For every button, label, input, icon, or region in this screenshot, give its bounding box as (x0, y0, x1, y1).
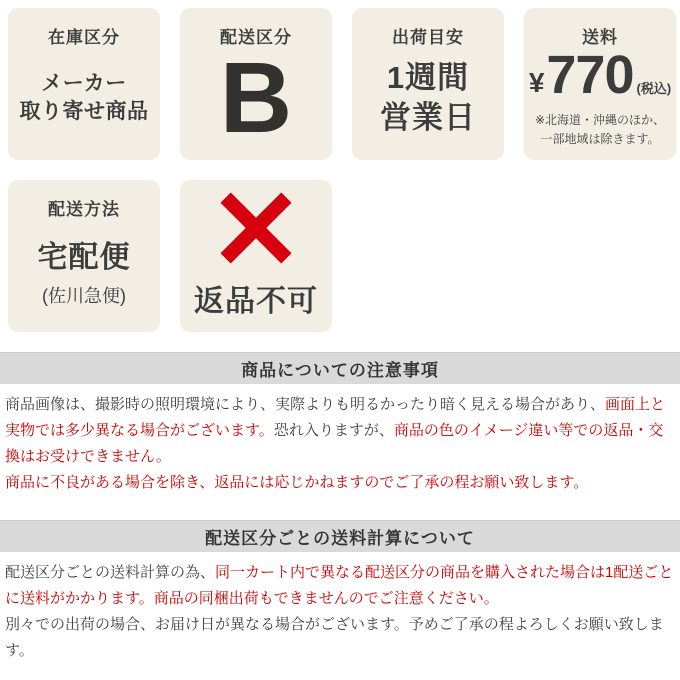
shipping-fee-amount: 770 (546, 45, 634, 105)
lead-time-badge (352, 8, 504, 160)
delivery-carrier-name: (佐川急便) (42, 286, 126, 306)
shipping-calc-paragraph-1: 配送区分ごとの送料計算の為、同一カート内で異なる配送区分の商品を購入された場合は1配送ごとに送料がかかります。商品の同梱出荷もできませんのでご注意ください。 (5, 564, 674, 607)
product-notes-paragraph-2: 商品に不良がある場合を除き、返品には応じかねますのでご了承の程お願い致します。 (5, 474, 589, 491)
stock-classification-badge (8, 8, 160, 160)
delivery-method-value: 宅配便 (37, 241, 131, 274)
shipping-calc-body (0, 552, 680, 672)
region-note-line1: ※北海道・沖縄のほか、 (534, 113, 666, 127)
lead-time-line2: 営業日 (380, 100, 476, 135)
shipping-class-badge (180, 8, 332, 160)
product-notes-paragraph-1: 商品画像は、撮影時の照明環境により、実際よりも明るかったり暗く見える場合があり、画面上と実物では多少異なる場合がございます。恐れ入りますが、商品の色のイメージ違い等での返品・交換はお受けできません。 (5, 396, 666, 465)
stock-classification-label: 在庫区分 (48, 28, 120, 47)
region-note-line2: 一部地域は除きます。 (540, 132, 660, 147)
no-return-label: 返品不可 (194, 285, 318, 318)
shipping-calc-title: 配送区分ごとの送料計算について (0, 520, 680, 552)
product-notes-title: 商品についての注意事項 (0, 352, 680, 384)
stock-value-line2: 取り寄せ商品 (19, 100, 149, 123)
shipping-class-label: 配送区分 (220, 28, 292, 47)
lead-time-line1: 1週間 (386, 59, 470, 95)
delivery-method-label: 配送方法 (48, 200, 120, 219)
shipping-fee-label: 送料 (582, 28, 618, 47)
delivery-method-badge (8, 180, 160, 332)
stock-classification-value (20, 48, 149, 160)
stock-value-line1: メーカー (41, 71, 127, 95)
no-return-badge (180, 180, 332, 332)
badge-row-top (8, 8, 676, 160)
shipping-fee-badge (524, 8, 676, 160)
lead-time-label: 出荷目安 (392, 28, 464, 47)
tax-included-note: (税込) (636, 81, 672, 96)
shipping-fee-price (528, 45, 672, 105)
shipping-fee-region-note (535, 111, 665, 149)
cross-mark-icon (218, 190, 294, 266)
product-notes-body (0, 384, 680, 504)
currency-symbol: ¥ (528, 67, 545, 98)
badge-row-bottom (8, 180, 676, 332)
shipping-class-value: B (219, 41, 293, 154)
shipping-calc-section (0, 520, 680, 672)
shipping-calc-paragraph-2: 別々での出荷の場合、お届け日が異なる場合がございます。予めご了承の程よろしくお願い致します。 (5, 616, 664, 659)
product-notes-section (0, 352, 680, 504)
